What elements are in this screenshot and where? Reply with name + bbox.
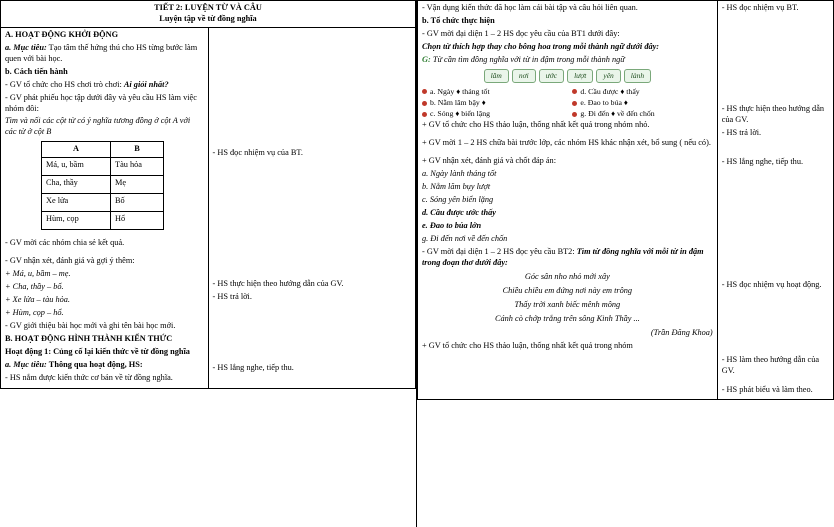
gv-moi-nhom: - GV mời các nhóm chia sẻ kết quả.: [5, 238, 125, 248]
gv-moi-chua: + GV mời 1 – 2 HS chữa bài trước lớp, các nhóm HS khác nhận xét, bổ sung ( nếu có).: [422, 138, 711, 148]
to-chuc-thuc-hien-heading: b. Tổ chức thực hiện: [422, 15, 495, 25]
table-row: [42, 194, 164, 212]
question-column-right: [572, 87, 712, 121]
answer-item: b. Nằm lăm bụy lượt: [422, 182, 491, 192]
answer-item: g. Đi đến nơi về đến chốn: [422, 233, 508, 243]
question-column-left: [422, 87, 562, 121]
muc-tieu-label: a. Mục tiêu:: [5, 42, 47, 52]
hs-note: - HS lắng nghe, tiếp thu.: [721, 156, 804, 166]
goi-y-item: + Hùm, cọp – hổ.: [5, 308, 64, 317]
gv-phat-phieu: - GV phát phiếu học tập dưới đây và yêu cầu HS làm việc nhóm đôi:: [5, 92, 197, 113]
question-item: [422, 109, 562, 119]
flower-icon: [572, 112, 577, 117]
word-chip[interactable]: ước: [539, 69, 564, 83]
hs-note: - HS làm theo hướng dẫn của GV.: [721, 354, 820, 375]
hs-note: - HS đọc nhiệm vụ hoạt động.: [721, 279, 822, 289]
title-row: [1, 1, 416, 28]
gv-moi-bt1: - GV mời đại diện 1 – 2 HS đọc yêu cầu của BT1 dưới đây:: [422, 28, 620, 38]
content-row: [1, 27, 416, 388]
question-text: b. Nằm lăm bậy ♦: [430, 97, 486, 107]
answer-item: c. Sóng yên biển lặng: [422, 195, 494, 205]
poem-block: [422, 271, 713, 339]
match-cell-a: Xe lửa: [42, 194, 111, 212]
g-hint-line: [422, 55, 713, 66]
match-table-header-row: [42, 142, 164, 158]
title-line-1: TIẾT 2: LUYỆN TỪ VÀ CÂU: [154, 3, 262, 12]
gv-nhan-xet-dap-an: + GV nhận xét, đánh giá và chốt đáp án:: [422, 156, 557, 166]
question-item: [572, 109, 712, 119]
hs-note: - HS thực hiện theo hướng dẫn của GV.: [721, 103, 825, 124]
question-text: g. Đi đến ♦ về đến chốn: [580, 109, 655, 119]
hs-spacer-3: [213, 305, 412, 363]
table-row: [42, 212, 164, 230]
match-cell-a: Má, u, bầm: [42, 158, 111, 176]
word-bank: [422, 69, 713, 83]
tim-va-noi: Tìm và nối các cột từ có ý nghĩa tương đồng ở cột A với các từ ở cột B: [5, 116, 191, 137]
flower-icon: [422, 112, 427, 117]
cach-tien-hanh-heading: b. Cách tiến hành: [5, 66, 68, 76]
goi-y-item: + Cha, thầy – bố.: [5, 282, 64, 292]
poem-line: Thấy trời xanh biếc mênh mông: [514, 299, 621, 309]
right-content-cell: [418, 1, 718, 400]
hs-note: - HS lắng nghe, tiếp thu.: [212, 362, 294, 372]
table-row: [42, 158, 164, 176]
right-hs-cell: [717, 1, 833, 400]
word-chip[interactable]: lượt: [567, 69, 593, 83]
match-table: [41, 141, 164, 230]
chon-tu: Chọn từ thích hợp thay cho bông hoa trong mỗi thành ngữ dưới đây:: [422, 41, 660, 51]
gv-to-chuc-text: - GV tổ chức cho HS chơi trò chơi:: [5, 79, 122, 89]
gv-thao-luan-2: + GV tổ chức cho HS thảo luận, thống nhất kết quả trong nhóm: [422, 340, 633, 350]
word-chip[interactable]: lành: [624, 69, 651, 83]
question-text: d. Cầu được ♦ thấy: [580, 86, 640, 96]
hs-note: - HS thực hiện theo hướng dẫn của GV.: [212, 278, 344, 288]
left-table: [0, 0, 416, 389]
gv-moi-bt2-line: [422, 247, 713, 269]
answer-item: a. Ngày lành tháng tốt: [422, 169, 497, 179]
match-col-b-header: B: [111, 142, 164, 158]
gv-nhan-xet: - GV nhận xét, đánh giá và gợi ý thêm:: [5, 256, 135, 266]
g-label: G:: [422, 54, 431, 64]
g-text: Từ cần tìm đồng nghĩa với từ in đậm trong mỗi thành ngữ: [432, 54, 625, 64]
gv-thao-luan: + GV tổ chức cho HS thảo luận, thống nhất kết quả trong nhóm nhỏ.: [422, 120, 650, 130]
content-row: [418, 1, 834, 400]
flower-icon: [572, 89, 577, 94]
hd1-muc-tieu-label: a. Mục tiêu:: [5, 359, 47, 369]
hoat-dong-1-heading: Hoạt động 1: Củng cố lại kiến thức về từ đồng nghĩa: [5, 346, 190, 356]
left-hs-cell: [208, 27, 416, 388]
hs-spacer-1: [722, 16, 829, 104]
hs-note: - HS đọc nhiệm vụ BT.: [721, 3, 799, 12]
gv-gioi-thieu: - GV giới thiệu bài học mới và ghi tên bài học mới.: [5, 320, 176, 330]
question-item: [422, 98, 562, 108]
hd1-muc-tieu-line: [5, 360, 204, 371]
match-cell-b: Mẹ: [111, 176, 164, 194]
gv-moi-bt2-em: Tìm từ đồng nghĩa với mỗi từ in đậm trong đoạn thơ dưới đây:: [422, 246, 704, 267]
flower-icon: [422, 89, 427, 94]
title-cell: [1, 1, 416, 28]
match-cell-b: Bố: [111, 194, 164, 212]
question-text: c. Sóng ♦ biển lặng: [430, 109, 491, 119]
question-item: [572, 98, 712, 108]
poem-author: (Trần Đăng Khoa): [650, 327, 713, 337]
hd1-bullet: - HS nắm được kiến thức cơ bản về từ đồng nghĩa.: [5, 372, 173, 382]
hs-note: - HS trả lời.: [212, 291, 252, 301]
game-name: Ai giỏi nhất?: [123, 79, 169, 89]
section-a-heading: A. HOẠT ĐỘNG KHỞI ĐỘNG: [5, 29, 119, 39]
match-col-a-header: A: [42, 142, 111, 158]
muc-tieu-line: [5, 43, 204, 65]
hs-note: - HS trả lời.: [721, 127, 762, 137]
word-chip[interactable]: yên: [596, 69, 620, 83]
goi-y-item: + Xe lửa – tàu hỏa.: [5, 295, 70, 305]
hs-note: - HS đọc nhiệm vụ của BT.: [212, 147, 303, 157]
hs-spacer-3: [722, 170, 829, 280]
hs-spacer-1: [213, 30, 412, 148]
hs-spacer-4: [722, 293, 829, 355]
flower-icon: [422, 101, 427, 106]
match-cell-b: Tàu hỏa: [111, 158, 164, 176]
answer-item: e. Đao to búa lớn: [422, 220, 482, 230]
match-cell-b: Hổ: [111, 212, 164, 230]
muc-tieu-text: Tạo tâm thế hứng thú cho HS từng bước làm quen với bài học.: [5, 42, 198, 63]
question-item: [572, 87, 712, 97]
match-cell-a: Cha, thầy: [42, 176, 111, 194]
word-chip[interactable]: lăm: [484, 69, 509, 83]
question-grid: [422, 87, 713, 121]
van-dung: - Vận dụng kiến thức đã học làm cái bài tập và câu hỏi liên quan.: [422, 3, 638, 12]
right-table: [417, 0, 834, 400]
section-b-heading: B. HOẠT ĐỘNG HÌNH THÀNH KIẾN THỨC: [5, 333, 173, 343]
table-row: [42, 176, 164, 194]
left-content-cell: [1, 27, 209, 388]
match-cell-a: Hùm, cọp: [42, 212, 111, 230]
hs-note: - HS phát biểu và làm theo.: [721, 384, 813, 394]
poem-line: Chiều chiều em đứng nơi này em trông: [502, 285, 633, 295]
hd1-muc-tieu-text: Thông qua hoạt động, HS:: [48, 359, 143, 369]
hs-spacer-2: [213, 161, 412, 279]
hs-spacer-2: [722, 141, 829, 157]
flower-icon: [572, 101, 577, 106]
answer-item: d. Cầu được ước thấy: [422, 208, 496, 218]
gv-to-chuc-line: [5, 80, 204, 91]
poem-line: Cánh cò chớp trắng trên sông Kinh Thầy ...: [494, 313, 640, 323]
gv-moi-bt2: - GV mời đại diện 1 – 2 HS đọc yêu cầu BT2:: [422, 246, 575, 256]
question-item: [422, 87, 562, 97]
right-page-column: [417, 0, 834, 527]
goi-y-item: + Má, u, bầm – mẹ.: [5, 269, 71, 279]
question-text: e. Đao to búa ♦: [580, 97, 628, 107]
question-text: a. Ngày ♦ tháng tốt: [430, 86, 490, 96]
poem-line: Góc sân nho nhỏ mới xây: [524, 271, 610, 281]
word-chip[interactable]: nơi: [512, 69, 536, 83]
title-line-2: Luyện tập về từ đồng nghĩa: [159, 13, 257, 23]
